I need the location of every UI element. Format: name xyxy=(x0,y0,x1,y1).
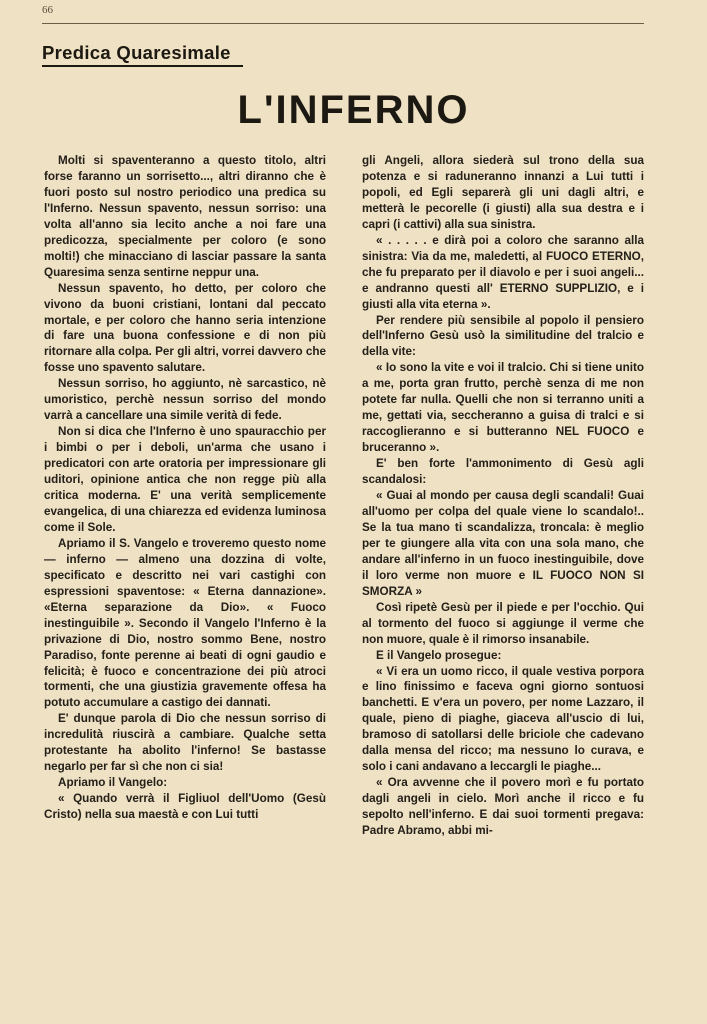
paragraph: Nessun sorriso, ho aggiunto, nè sarcastico, nè umoristico, perchè nessun sorriso del mondo varrà a cancellare una simile verità di fede. xyxy=(44,377,326,423)
right-column xyxy=(362,153,644,839)
paragraph: « Vi era un uomo ricco, il quale vestiva porpora e lino finissimo e faceva ogni giorno sontuosi banchetti. E v'era un povero, per nome Lazzaro, il quale, pieno di piaghe, giaceva all'uscio di lui, bramoso di satollarsi delle briciole che cadevano dalla mensa del ricco; ma nessuno lo curava, e solo i cani andavano a leccargli le piaghe... xyxy=(362,664,644,774)
section-label: Predica Quaresimale xyxy=(42,42,231,63)
section-underline xyxy=(42,65,243,67)
paragraph: « Guai al mondo per causa degli scandali! Guai all'uomo per colpa del quale viene lo scandalo!.. Se la tua mano ti scandalizza, troncala: è meglio per te giungere alla vita con una sola mano, che andare all'inferno in un fuoco inestinguibile, dove il loro verme non muore e IL FUOCO NON SI SMORZA » xyxy=(362,489,644,598)
paragraph: E il Vangelo prosegue: xyxy=(376,648,502,662)
paragraph: « Ora avvenne che il povero morì e fu portato dagli angeli in cielo. Morì anche il ricco e fu sepolto nell'inferno. E dai suoi tormenti pregava: Padre Abramo, abbi mi- xyxy=(362,776,644,838)
article-title: L'INFERNO xyxy=(237,88,470,132)
paragraph: « Io sono la vite e voi il tralcio. Chi si tiene unito a me, porta gran frutto, perchè senza di me non potete far nulla. Quelli che non si terranno uniti a me, gettati via, seccheranno a guisa di tralci e si raccoglieranno e si butteranno NEL FUOCO e bruceranno ». xyxy=(362,361,644,455)
paragraph: Non si dica che l'Inferno è uno spauracchio per i bimbi o per i deboli, un'arma che usano i predicatori con arte oratoria per impressionare gli uditori, opinione antica che non regge più alla critica moderna. E' una verità semplicemente evangelica, di una chiarezza ed evidenza luminosa come il Sole. xyxy=(44,425,326,534)
page-number: 66 xyxy=(42,4,53,16)
paragraph: Nessun spavento, ho detto, per coloro che vivono da buoni cristiani, lontani dal peccato mortale, e per coloro che hanno seria intenzione di fare una buona confessione e di non più ritornare alla colpa. Per gli altri, vorrei davvero che fosse uno spavento salutare. xyxy=(44,281,326,375)
paragraph: E' ben forte l'ammonimento di Gesù agli scandalosi: xyxy=(362,457,644,487)
paragraph: Così ripetè Gesù per il piede e per l'occhio. Qui al tormento del fuoco si aggiunge il verme che non muore, quale è il rimorso insanabile. xyxy=(362,600,644,646)
paragraph: Per rendere più sensibile al popolo il pensiero dell'Inferno Gesù usò la similitudine del tralcio e della vite: xyxy=(362,313,644,359)
paragraph: Molti si spaventeranno a questo titolo, altri forse faranno un sorrisetto..., altri diranno che è fuori posto sul nostro periodico una predica su l'Inferno. Nessun spavento, nessun sorriso: una volta all'anno sia lecito anche a noi fare una predicozza, specialmente per coloro (e sono molti!) che minacciano di lasciar passare la santa Quaresima senza sentirne neppur una. xyxy=(44,154,326,279)
paragraph: « . . . . . e dirà poi a coloro che saranno alla sinistra: Via da me, maledetti, al FUOCO ETERNO, che fu preparato per il diavolo e per i suoi angeli... e andranno questi all' ETERNO SUPPLIZIO, e i giusti alla vita eterna ». xyxy=(362,233,644,311)
paragraph: gli Angeli, allora siederà sul trono della sua potenza e si raduneranno innanzi a Lui tutti i popoli, ed Egli separerà gli uni dagli altri, e metterà le pecorelle (i giusti) alla sua destra e i capri (i cattivi) alla sua sinistra. xyxy=(362,154,644,231)
paragraph: « Quando verrà il Figliuol dell'Uomo (Gesù Cristo) nella sua maestà e con Lui tutti xyxy=(44,792,326,822)
paragraph: Apriamo il S. Vangelo e troveremo questo nome — inferno — almeno una dozzina di volte, specificato e descritto nei vari castighi con espressioni spaventose: « Eterna dannazione». «Eterna separazione da Dio». « Fuoco inestinguibile ». Secondo il Vangelo l'Inferno è la privazione di Dio, nostro sommo Bene, nostro Paradiso, fonte perenne ai beati di ogni gaudio e felicità; è fuoco e concentrazione dei più atroci tormenti, che una giustizia gravemente offesa ha potuto accumulare a castigo dei dannati. xyxy=(44,536,326,710)
paragraph: E' dunque parola di Dio che nessun sorriso di incredulità riuscirà a cambiare. Qualche setta protestante ha abolito l'inferno! Se bastasse negarlo per far sì che non ci sia! xyxy=(44,712,326,774)
header-rule xyxy=(42,23,644,24)
paragraph: Apriamo il Vangelo: xyxy=(58,776,168,790)
left-column xyxy=(44,153,326,823)
